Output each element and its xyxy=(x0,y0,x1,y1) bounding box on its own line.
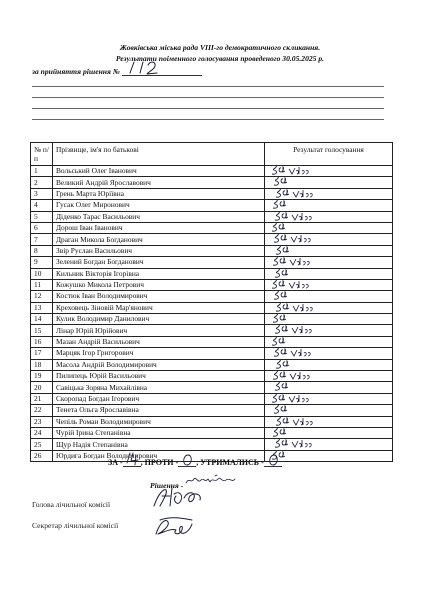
table-row xyxy=(31,268,393,279)
vote-handwriting xyxy=(269,166,315,177)
vote-result xyxy=(265,257,393,268)
member-name: Дорош Іван Іванович xyxy=(53,222,265,233)
row-number: 26 xyxy=(31,450,53,461)
vote-result xyxy=(265,279,393,290)
member-name: Масола Андрій Володимирович xyxy=(53,359,265,370)
table-row xyxy=(31,348,393,359)
vote-handwriting xyxy=(272,211,318,222)
member-name: Мазан Андрій Васильович xyxy=(53,336,265,347)
secretary-signature-label: Секретар лічильної комісії xyxy=(32,521,119,530)
table-row xyxy=(31,371,393,382)
member-name: Драган Микола Богданович xyxy=(53,234,265,245)
table-row xyxy=(31,166,393,177)
vote-handwriting xyxy=(273,188,319,199)
vote-handwriting xyxy=(269,222,315,233)
vote-handwriting xyxy=(271,291,317,302)
member-name: Щур Надія Степанівна xyxy=(53,439,265,450)
member-name: Гусак Олег Миронович xyxy=(53,200,265,211)
vote-handwriting xyxy=(270,200,316,211)
table-row xyxy=(31,359,393,370)
member-name: Чепіль Роман Володимирович xyxy=(53,416,265,427)
table-row xyxy=(31,393,393,404)
row-number: 10 xyxy=(31,268,53,279)
row-number: 4 xyxy=(31,200,53,211)
vote-result xyxy=(265,382,393,393)
member-name: Великий Андрій Ярославович xyxy=(53,177,265,188)
decision-line xyxy=(32,66,392,77)
row-number: 1 xyxy=(31,166,53,177)
decision-result-label: Рішення - xyxy=(150,481,184,490)
vote-result xyxy=(265,200,393,211)
vote-result xyxy=(265,314,393,325)
row-number: 14 xyxy=(31,314,53,325)
row-number: 5 xyxy=(31,211,53,222)
row-number: 8 xyxy=(31,245,53,256)
decision-result xyxy=(150,478,237,490)
vote-result xyxy=(265,427,393,438)
col-result-header: Результат голосування xyxy=(265,143,393,166)
vote-result xyxy=(265,336,393,347)
table-row xyxy=(31,405,393,416)
decision-number-field xyxy=(122,66,202,76)
vote-table-header xyxy=(31,143,393,166)
for-label: ЗА - xyxy=(108,458,123,467)
table-row xyxy=(31,257,393,268)
row-number: 17 xyxy=(31,348,53,359)
secretary-signature-handwriting xyxy=(150,514,198,540)
row-number: 16 xyxy=(31,336,53,347)
vote-handwriting xyxy=(271,234,317,245)
vote-result xyxy=(265,291,393,302)
vote-handwriting xyxy=(269,279,315,290)
member-name: Кулик Володимир Данилович xyxy=(53,314,265,325)
row-number: 19 xyxy=(31,371,53,382)
member-name: Звір Руслан Васильович xyxy=(53,245,265,256)
abstained-count xyxy=(264,456,282,467)
member-name: Савіцька Зоряна Михайлівна xyxy=(53,382,265,393)
vote-result xyxy=(265,348,393,359)
table-row xyxy=(31,382,393,393)
against-label: , ПРОТИ - xyxy=(140,458,179,467)
member-name: Зелений Богдан Богданович xyxy=(53,257,265,268)
row-number: 24 xyxy=(31,427,53,438)
vote-handwriting xyxy=(273,245,319,256)
row-number: 23 xyxy=(31,416,53,427)
row-number: 13 xyxy=(31,302,53,313)
table-row xyxy=(31,200,393,211)
vote-handwriting xyxy=(270,257,316,268)
vote-handwriting xyxy=(270,314,316,325)
vote-result xyxy=(265,234,393,245)
vote-result xyxy=(265,359,393,370)
vote-result xyxy=(265,302,393,313)
table-row xyxy=(31,279,393,290)
row-number: 21 xyxy=(31,393,53,404)
vote-handwriting xyxy=(271,405,317,416)
council-title: Жовківська міська рада VIII-го демократичного скликання. xyxy=(119,43,321,52)
vote-totals xyxy=(108,456,338,467)
vote-result xyxy=(265,188,393,199)
table-row xyxy=(31,336,393,347)
vote-handwriting xyxy=(269,336,315,347)
vote-handwriting xyxy=(272,439,318,450)
blank-rule xyxy=(32,97,384,98)
table-row xyxy=(31,314,393,325)
vote-result xyxy=(265,222,393,233)
abstained-label: , УТРИМАЛИСЬ - xyxy=(196,458,264,467)
table-row xyxy=(31,427,393,438)
member-name: Діденко Тарас Васильович xyxy=(53,211,265,222)
table-row xyxy=(31,245,393,256)
vote-handwriting xyxy=(272,382,318,393)
vote-table xyxy=(30,142,393,462)
member-name: Костюк Іван Володимирович xyxy=(53,291,265,302)
table-row xyxy=(31,188,393,199)
blank-rule xyxy=(32,86,384,87)
table-row xyxy=(31,222,393,233)
table-row xyxy=(31,302,393,313)
member-name: Креховець Зіновій Мар'янович xyxy=(53,302,265,313)
vote-result xyxy=(265,166,393,177)
row-number: 12 xyxy=(31,291,53,302)
row-number: 25 xyxy=(31,439,53,450)
against-count xyxy=(178,456,196,467)
table-row xyxy=(31,177,393,188)
vote-handwriting xyxy=(273,359,319,370)
row-number: 11 xyxy=(31,279,53,290)
vote-results-title: Результати поіменного голосування проведеного 30.05.2025 р. xyxy=(115,54,325,63)
chair-signature-label: Голова лічильної комісії xyxy=(32,500,111,509)
row-number: 15 xyxy=(31,325,53,336)
vote-result xyxy=(265,268,393,279)
table-row xyxy=(31,325,393,336)
vote-handwriting xyxy=(271,348,317,359)
member-name: Марцяк Ігор Григорович xyxy=(53,348,265,359)
row-number: 9 xyxy=(31,257,53,268)
document-header xyxy=(40,42,400,64)
vote-result xyxy=(265,416,393,427)
member-name: Тенета Ольга Ярославівна xyxy=(53,405,265,416)
table-row xyxy=(31,234,393,245)
col-number-header: № п/п xyxy=(31,143,53,166)
row-number: 20 xyxy=(31,382,53,393)
row-number: 6 xyxy=(31,222,53,233)
vote-result xyxy=(265,325,393,336)
vote-handwriting xyxy=(270,427,316,438)
vote-result xyxy=(265,405,393,416)
row-number: 7 xyxy=(31,234,53,245)
decision-prefix: за прийняття рішення № xyxy=(32,67,120,76)
member-name: Кильник Вікторія Ігорівна xyxy=(53,268,265,279)
member-name: Вольський Олег Іванович xyxy=(53,166,265,177)
vote-handwriting xyxy=(269,393,315,404)
table-row xyxy=(31,291,393,302)
vote-handwriting xyxy=(271,177,317,188)
decision-result-value xyxy=(185,478,237,488)
vote-result xyxy=(265,211,393,222)
row-number: 3 xyxy=(31,188,53,199)
table-row xyxy=(31,439,393,450)
vote-result xyxy=(265,393,393,404)
member-name: Чурій Ірина Степанівна xyxy=(53,427,265,438)
member-name: Пилипець Юрій Васильович xyxy=(53,371,265,382)
member-name: Юрдига Богдан Володимирович xyxy=(53,450,265,461)
member-name: Грень Марта Юріївна xyxy=(53,188,265,199)
vote-result xyxy=(265,371,393,382)
member-name: Скоропад Богдан Ігорович xyxy=(53,393,265,404)
vote-result xyxy=(265,177,393,188)
row-number: 22 xyxy=(31,405,53,416)
vote-handwriting xyxy=(270,371,316,382)
table-row xyxy=(31,211,393,222)
vote-handwriting xyxy=(272,268,318,279)
vote-result xyxy=(265,439,393,450)
row-number: 2 xyxy=(31,177,53,188)
member-name: Лінар Юрій Юрійович xyxy=(53,325,265,336)
row-number: 18 xyxy=(31,359,53,370)
vote-handwriting xyxy=(272,325,318,336)
member-name: Кожушко Микола Петрович xyxy=(53,279,265,290)
blank-rule xyxy=(32,108,384,109)
vote-handwriting xyxy=(273,416,319,427)
for-count xyxy=(123,456,141,467)
vote-handwriting xyxy=(273,302,319,313)
col-name-header: Прізвище, ім'я по батькові xyxy=(53,143,265,166)
table-row xyxy=(31,416,393,427)
vote-result xyxy=(265,245,393,256)
blank-rule xyxy=(32,119,384,120)
